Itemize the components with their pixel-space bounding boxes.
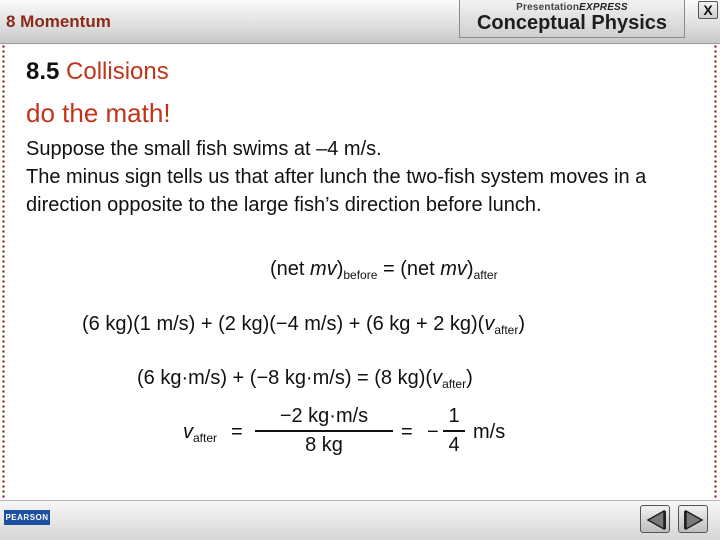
eq4-numerator-1: −2 kg·m/s <box>279 405 369 427</box>
brand-suffix: EXPRESS <box>579 2 628 13</box>
next-slide-button[interactable] <box>678 505 708 533</box>
equation-solution <box>183 405 523 460</box>
eq3-main: (6 kg·m/s) + (−8 kg·m/s) = (8 kg)( <box>137 367 433 389</box>
body-text <box>26 135 686 219</box>
eq1-close-2: ) <box>466 258 474 280</box>
eq4-equals-2: = <box>401 421 413 443</box>
eq4-minus: − <box>427 421 439 443</box>
eq2-sub: after <box>494 323 519 337</box>
eq4-fraction-bar-2 <box>443 430 465 432</box>
eq2-v: v <box>484 313 495 335</box>
eq4-fraction-1 <box>255 405 393 457</box>
close-button[interactable]: X <box>698 1 718 19</box>
footer-bar <box>0 500 720 540</box>
equation-momentum-conservation <box>270 258 498 282</box>
paragraph-1: Suppose the small fish swims at –4 m/s. <box>26 138 382 160</box>
arrow-left-icon <box>644 509 668 531</box>
chapter-label: 8 Momentum <box>6 12 111 31</box>
eq1-mid: = (net <box>377 258 441 280</box>
section-title <box>26 58 169 86</box>
eq4-sub: after <box>193 431 218 445</box>
eq4-denominator-1: 8 kg <box>305 434 343 456</box>
eq4-lhs <box>183 421 217 445</box>
eq3-v: v <box>432 367 443 389</box>
eq1-mv-2: mv <box>440 258 467 280</box>
eq4-fraction-bar-1 <box>255 430 393 432</box>
eq3-sub: after <box>442 377 467 391</box>
eq1-sub-before: before <box>343 268 378 282</box>
right-dotted-border <box>714 44 717 500</box>
eq4-unit: m/s <box>473 421 506 443</box>
eq1-close: ) <box>336 258 344 280</box>
eq4-fraction-2 <box>443 405 465 457</box>
eq4-equals-1: = <box>231 421 243 443</box>
eq1-left: (net <box>270 258 311 280</box>
subheading: do the math! <box>26 98 171 128</box>
previous-slide-button[interactable] <box>640 505 670 533</box>
brand-title: Conceptual Physics <box>476 12 668 34</box>
eq4-v: v <box>183 421 193 443</box>
eq2-main: (6 kg)(1 m/s) + (2 kg)(−4 m/s) + (6 kg + 2 kg)( <box>82 313 485 335</box>
pearson-logo: PEARSON <box>4 510 50 525</box>
equation-simplified <box>137 367 473 391</box>
eq3-end: ) <box>466 367 473 389</box>
brand-banner <box>459 0 685 38</box>
eq2-end: ) <box>518 313 526 335</box>
left-dotted-border <box>2 44 5 500</box>
paragraph-2: The minus sign tells us that after lunch the two-fish system moves in a direction opposite to the large fish’s direction before lunch. <box>26 166 647 216</box>
eq1-mv: mv <box>310 258 337 280</box>
eq4-denominator-2: 4 <box>448 434 460 456</box>
brand-prefix: Presentation <box>516 2 580 13</box>
equation-substitution <box>82 313 525 337</box>
eq4-numerator-2: 1 <box>448 405 460 427</box>
section-name: Collisions <box>66 58 169 85</box>
eq1-sub-after: after <box>473 268 498 282</box>
arrow-right-icon <box>682 509 706 531</box>
section-number: 8.5 <box>26 58 60 85</box>
